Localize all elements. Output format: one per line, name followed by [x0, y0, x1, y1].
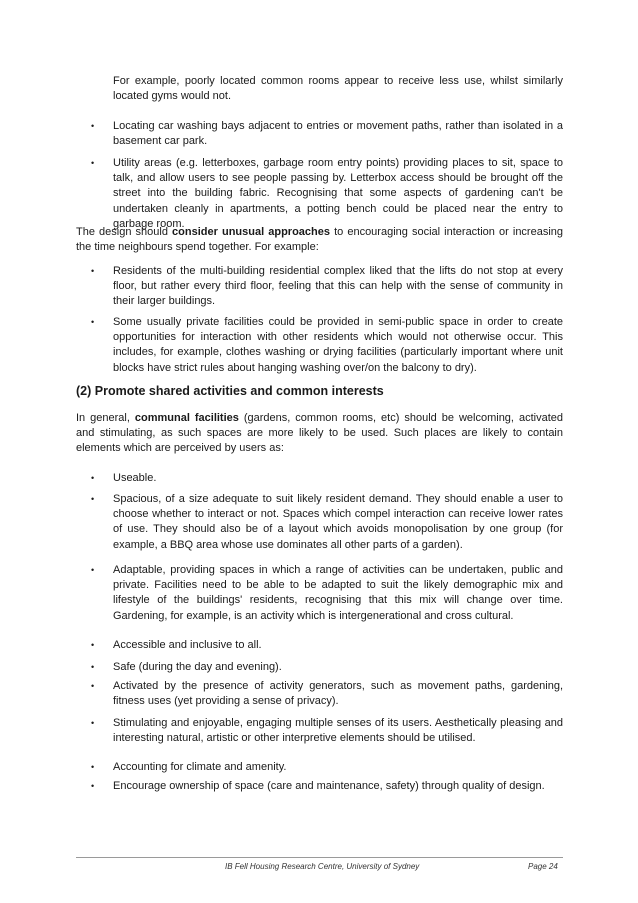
list-item-text: Accessible and inclusive to all. — [113, 639, 262, 651]
bullet-icon: • — [91, 640, 95, 650]
list-item — [92, 471, 563, 486]
paragraph-text: The design should — [76, 226, 173, 238]
intro-continuation: For example, poorly located common rooms appear to receive less use, whilst similarly located gyms would not. — [113, 75, 563, 103]
list-item — [92, 563, 563, 624]
list-item — [92, 156, 563, 232]
list-item-text: Encourage ownership of space (care and maintenance, safety) through quality of design. — [113, 780, 545, 792]
emphasis-text: consider unusual approaches — [172, 226, 330, 238]
list-item — [92, 716, 563, 746]
bullet-icon: • — [91, 662, 95, 672]
paragraph-text: (gardens, common rooms, etc) should be welcoming, activated and stimulating, as such spaces are more likely to be used. Such places are likely to contain elements which are perceived by users as: — [76, 412, 563, 455]
page-number: Page 24 — [528, 862, 558, 871]
bullet-icon: • — [91, 266, 95, 276]
list-item — [92, 760, 563, 775]
list-item — [92, 679, 563, 709]
paragraph-text: to encouraging social interaction or increasing the time neighbours spend together. For example: — [76, 226, 564, 254]
list-item-text: Locating car washing bays adjacent to entries or movement paths, rather than isolated in a basement car park. — [113, 120, 563, 148]
list-item-text: Accounting for climate and amenity. — [113, 761, 287, 773]
list-item-text: Adaptable, providing spaces in which a range of activities can be undertaken, public and private. Facilities need to be able to be adapted to suit the likely demographic mix and lifestyle of the buildings' residents, recognising that this mix will change over time. Gardening, for example, is an activity which is intergenerational and cross cultural. — [113, 564, 563, 622]
list-item-text: Stimulating and enjoyable, engaging multiple senses of its users. Aesthetically pleasing and interesting natural, artistic or other interpretive elements should be utilised. — [113, 717, 563, 745]
paragraph-text: In general, — [76, 412, 135, 424]
list-item-text: Utility areas (e.g. letterboxes, garbage room entry points) providing places to sit, space to talk, and allow users to see people passing by. Letterbox access should be brought off the street into the building fabric. Recognising that some aspects of gardening can't be undertaken cleanly in apartments, a potting bench could be placed near the entry to garbage room. — [113, 157, 563, 230]
section-heading: (2) Promote shared activities and common interests — [76, 384, 384, 398]
design-paragraph — [76, 225, 563, 255]
list-item — [92, 315, 563, 376]
emphasis-text: communal facilities — [134, 412, 239, 424]
bullet-icon: • — [91, 494, 95, 504]
list-item — [92, 660, 563, 675]
footer-source: IB Fell Housing Research Centre, University of Sydney — [225, 862, 420, 871]
bullet-icon: • — [91, 473, 95, 483]
bullet-icon: • — [91, 762, 95, 772]
list-item-text: Spacious, of a size adequate to suit likely resident demand. They should enable a user to choose whether to interact or not. Spaces which compel interaction can receive lower rates of use. They should also be of a layout which avoids monopolisation by one group (for example, a BBQ area whose use dominates all other parts of a garden). — [113, 493, 563, 551]
list-item-text: Useable. — [113, 472, 157, 484]
communal-paragraph — [76, 411, 563, 457]
list-item — [92, 638, 563, 653]
list-item — [92, 264, 563, 310]
list-item — [92, 492, 563, 553]
list-item-text: Safe (during the day and evening). — [113, 661, 282, 673]
bullet-icon: • — [91, 781, 95, 791]
list-item-text: Activated by the presence of activity generators, such as movement paths, gardening, fitness uses (yet providing a sense of privacy). — [113, 680, 563, 708]
bullet-icon: • — [91, 121, 95, 131]
list-item — [92, 119, 563, 149]
list-item-text: Residents of the multi-building residential complex liked that the lifts do not stop at every floor, but rather every third floor, feeling that this can help with the sense of community in their larger buildings. — [113, 265, 563, 308]
bullet-icon: • — [91, 317, 95, 327]
bullet-icon: • — [91, 158, 95, 168]
bullet-icon: • — [91, 718, 95, 728]
footer-divider — [76, 857, 563, 858]
bullet-icon: • — [91, 681, 95, 691]
list-item-text: Some usually private facilities could be provided in semi-public space in order to create opportunities for interaction with other residents which would not otherwise occur. This includes, for example, clothes washing or drying facilities (particularly important where unit blocks have strict rules about hanging washing over/on the balcony to dry). — [113, 316, 563, 374]
bullet-icon: • — [91, 565, 95, 575]
list-item — [92, 779, 563, 794]
